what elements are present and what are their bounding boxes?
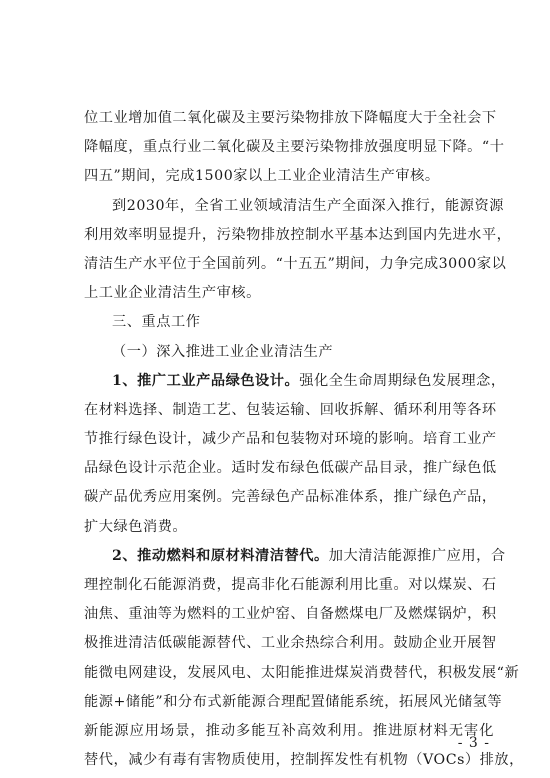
text-line: 极推进清洁低碳能源替代、工业余热综合利用。鼓励企业开展智 [84,635,497,652]
item-text: 强化全生命周期绿色发展理念， [299,372,506,389]
text-line: 新能源应用场景，推动多能互补高效利用。推进原材料无害化 [84,722,494,739]
document-body [84,104,524,775]
section-heading: 三、重点工作 [112,314,201,331]
text-line: 品绿色设计示范企业。适时发布绿色低碳产品目录，推广绿色低 [84,460,497,477]
paragraph-2030 [84,192,512,309]
text-line [84,367,506,396]
text-line: 油焦、重油等为燃料的工业炉窑、自备燃煤电厂及燃煤锅炉，积 [84,606,497,623]
text-line: 碳产品优秀应用案例。完善绿色产品标准体系，推广绿色产品， [84,489,497,506]
item-text: 加大清洁能源推广应用，合 [328,547,506,564]
subsection-heading: （一）深入推进工业企业清洁生产 [112,343,334,360]
item-1 [84,367,506,542]
text-line [84,542,506,571]
text-line: 降幅度，重点行业二氧化碳及主要污染物排放强度明显下降。“十 [84,139,505,156]
text-line: 位工业增加值二氧化碳及主要污染物排放下降幅度大于全社会下 [84,110,497,126]
text-line: 能微电网建设，发展风电、太阳能推进煤炭消费替代，积极发展“新 [84,664,520,681]
item-title: 1、推广工业产品绿色设计。 [112,372,300,389]
text-line: 扩大绿色消费。 [84,518,188,535]
page-number: - 3 - [457,735,490,751]
item-2 [84,542,524,776]
text-line: 上工业企业清洁生产审核。 [84,285,261,302]
paragraph-intro [84,104,505,192]
text-line: 在材料选择、制造工艺、包装运输、回收拆解、循环利用等各环 [84,401,497,418]
text-line: 节推行绿色设计，减少产品和包装物对环境的影响。培育工业产 [84,431,497,448]
text-line: 四五”期间，完成1500家以上工业企业清洁生产审核。 [84,168,440,185]
text-line: 清洁生产水平位于全国前列。“十五五”期间，力争完成3000家以 [84,255,507,272]
text-line: 利用效率明显提升，污染物排放控制水平基本达到国内先进水平， [84,226,512,243]
item-title: 2、推动燃料和原材料清洁替代。 [112,547,329,564]
text-line: 理控制化石能源消费，提高非化石能源利用比重。对以煤炭、石 [84,577,497,593]
text-line: 到2030年，全省工业领域清洁生产全面深入推行，能源资源 [112,197,505,214]
text-line: 能源+储能”和分布式新能源合理配置储能系统，拓展风光储氢等 [84,693,503,710]
text-line: 替代，减少有毒有害物质使用，控制挥发性有机物（VOCs）排放， [84,752,524,769]
